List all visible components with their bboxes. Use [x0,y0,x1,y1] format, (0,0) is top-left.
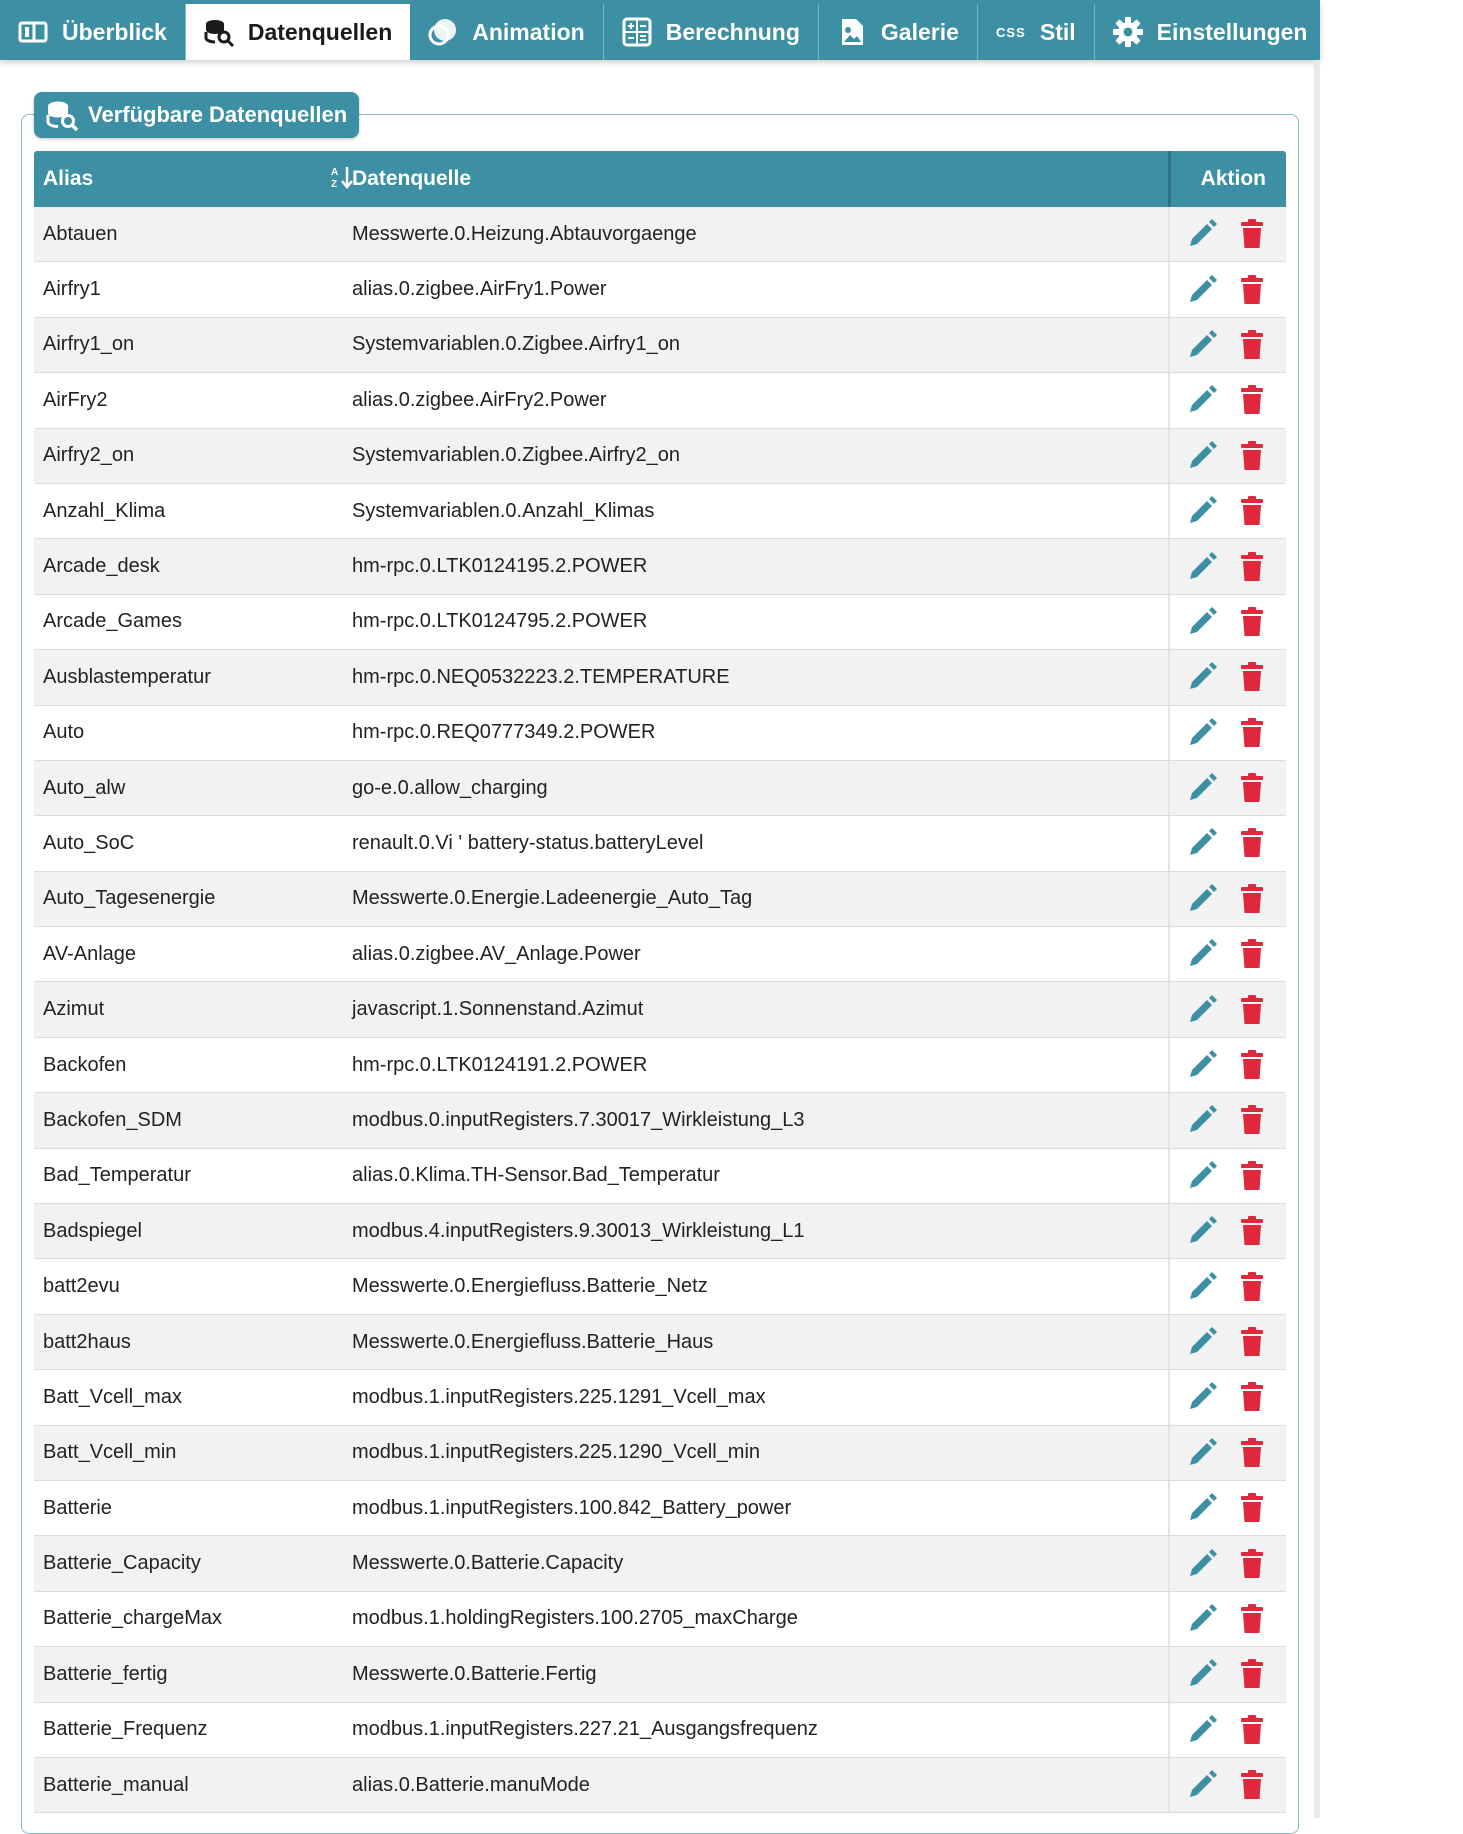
table-row [34,761,1286,816]
edit-button[interactable] [1184,881,1220,917]
calculator-icon [620,15,654,49]
delete-button[interactable] [1234,382,1270,418]
cell-aktion [1168,816,1286,870]
cell-alias: Badspiegel [43,1219,142,1242]
edit-button[interactable] [1184,1379,1220,1415]
cell-datenquelle: Messwerte.0.Batterie.Fertig [352,1662,597,1685]
delete-button[interactable] [1234,1269,1270,1305]
table-header [34,151,1286,207]
tab-galerie[interactable] [819,4,978,60]
cell-datenquelle: modbus.0.inputRegisters.7.30017_Wirkleistung_L3 [352,1108,805,1131]
edit-button[interactable] [1184,382,1220,418]
table-row [34,927,1286,982]
table-row [34,595,1286,650]
tab-label: Überblick [62,18,167,45]
table-row [34,318,1286,373]
cell-alias: Airfry1 [43,278,101,301]
delete-button[interactable] [1234,493,1270,529]
pencil-icon [1185,660,1219,694]
tab-label: Hilfe/ [1388,18,1445,45]
edit-button[interactable] [1184,604,1220,640]
cell-datenquelle: Messwerte.0.Energiefluss.Batterie_Netz [352,1275,708,1298]
cell-datenquelle: Systemvariablen.0.Anzahl_Klimas [352,499,655,522]
cell-aktion [1168,982,1286,1036]
panel-title [34,92,359,138]
cell-aktion [1168,706,1286,760]
table-body [34,207,1286,1813]
cell-aktion [1168,1592,1286,1646]
delete-button[interactable] [1234,1435,1270,1471]
cell-alias: batt2evu [43,1275,120,1298]
table-row [34,484,1286,539]
table-row [34,1592,1286,1647]
table-row [34,207,1286,262]
edit-button[interactable] [1184,493,1220,529]
edit-button[interactable] [1184,1656,1220,1692]
cell-aktion [1168,1315,1286,1369]
cell-alias: Bad_Temperatur [43,1164,191,1187]
pencil-icon [1185,383,1219,417]
edit-button[interactable] [1184,1102,1220,1138]
help-icon [1342,15,1376,49]
table-row [34,373,1286,428]
cell-alias: batt2haus [43,1330,131,1353]
gallery-icon [835,15,869,49]
cell-aktion [1168,1758,1286,1812]
trash-icon [1235,439,1269,473]
pencil-icon [1185,1768,1219,1802]
table-row [34,1647,1286,1702]
cell-aktion [1168,1647,1286,1701]
trash-icon [1235,826,1269,860]
pencil-icon [1185,937,1219,971]
edit-button[interactable] [1184,1490,1220,1526]
cell-datenquelle: go-e.0.allow_charging [352,776,548,799]
pencil-icon [1185,1103,1219,1137]
cell-datenquelle: Messwerte.0.Heizung.Abtauvorgaenge [352,222,697,245]
edit-button[interactable] [1184,659,1220,695]
cell-datenquelle: alias.0.zigbee.AirFry1.Power [352,278,607,301]
cell-datenquelle: Systemvariablen.0.Zigbee.Airfry2_on [352,444,680,467]
delete-button[interactable] [1234,825,1270,861]
trash-icon [1235,1436,1269,1470]
delete-button[interactable] [1234,1712,1270,1748]
trash-icon [1235,1103,1269,1137]
table-row [34,706,1286,761]
pencil-icon [1185,494,1219,528]
cell-alias: Auto [43,721,85,744]
pencil-icon [1185,1657,1219,1691]
pencil-icon [1185,439,1219,473]
cell-alias: AV-Anlage [43,942,137,965]
delete-button[interactable] [1234,1767,1270,1803]
cell-aktion [1168,207,1286,261]
trash-icon [1235,1214,1269,1248]
table-row [34,1481,1286,1536]
cell-datenquelle: modbus.1.inputRegisters.100.842_Battery_power [352,1496,792,1519]
cell-alias: Batterie_Frequenz [43,1718,208,1741]
trash-icon [1235,550,1269,584]
delete-button[interactable] [1234,272,1270,308]
table-row [34,1038,1286,1093]
trash-icon [1235,383,1269,417]
table-row [34,1426,1286,1481]
table-row [34,1536,1286,1591]
cell-alias: Auto_alw [43,776,126,799]
edit-button[interactable] [1184,1767,1220,1803]
tab-datenquellen[interactable] [186,4,410,60]
cell-alias: Auto_Tagesenergie [43,887,216,910]
trash-icon [1235,1768,1269,1802]
table-row [34,1149,1286,1204]
edit-button[interactable] [1184,327,1220,363]
trash-icon [1235,1602,1269,1636]
cell-aktion [1168,1703,1286,1757]
cell-aktion [1168,429,1286,483]
edit-button[interactable] [1184,936,1220,972]
cell-aktion [1168,373,1286,427]
sort-az-icon[interactable] [330,164,356,190]
trash-icon [1235,494,1269,528]
trash-icon [1235,1491,1269,1525]
cell-datenquelle: modbus.1.inputRegisters.225.1291_Vcell_max [352,1385,766,1408]
pencil-icon [1185,1491,1219,1525]
table-row [34,262,1286,317]
cell-alias: Arcade_desk [43,555,160,578]
trash-icon [1235,605,1269,639]
cell-datenquelle: Systemvariablen.0.Zigbee.Airfry1_on [352,333,680,356]
cell-alias: Batt_Vcell_min [43,1441,177,1464]
cell-aktion [1168,484,1286,538]
edit-button[interactable] [1184,1158,1220,1194]
trash-icon [1235,716,1269,750]
pencil-icon [1185,605,1219,639]
trash-icon [1235,1048,1269,1082]
delete-button[interactable] [1234,1379,1270,1415]
cell-aktion [1168,927,1286,981]
cell-alias: Backofen_SDM [43,1108,182,1131]
cell-datenquelle: renault.0.Vi ' battery-status.batteryLevel [352,831,704,854]
tab-stil[interactable] [978,4,1095,60]
gear-icon [1111,15,1145,49]
delete-button[interactable] [1234,1546,1270,1582]
edit-button[interactable] [1184,715,1220,751]
tab-animation[interactable] [410,4,603,60]
delete-button[interactable] [1234,1656,1270,1692]
edit-button[interactable] [1184,438,1220,474]
edit-button[interactable] [1184,825,1220,861]
cell-datenquelle: javascript.1.Sonnenstand.Azimut [352,998,644,1021]
edit-button[interactable] [1184,1712,1220,1748]
cell-alias: Airfry1_on [43,333,135,356]
cell-datenquelle: modbus.1.inputRegisters.227.21_Ausgangsfrequenz [352,1718,818,1741]
edit-button[interactable] [1184,1047,1220,1083]
edit-button[interactable] [1184,1324,1220,1360]
trash-icon [1235,660,1269,694]
datasource-search-icon [202,15,236,49]
cell-alias: Anzahl_Klima [43,499,166,522]
cell-datenquelle: alias.0.zigbee.AirFry2.Power [352,388,607,411]
pencil-icon [1185,1713,1219,1747]
trash-icon [1235,1547,1269,1581]
cell-aktion [1168,539,1286,593]
cell-aktion [1168,1370,1286,1424]
trash-icon [1235,937,1269,971]
delete-button[interactable] [1234,1324,1270,1360]
pencil-icon [1185,1547,1219,1581]
header-aktion: Aktion [1168,151,1286,207]
tab-label: Stil [1039,18,1076,45]
header-alias-label: Alias [43,167,94,190]
pencil-icon [1185,217,1219,251]
edit-button[interactable] [1184,992,1220,1028]
cell-datenquelle: Messwerte.0.Batterie.Capacity [352,1552,624,1575]
trash-icon [1235,1713,1269,1747]
delete-button[interactable] [1234,438,1270,474]
cell-alias: Auto_SoC [43,831,135,854]
cell-alias: Backofen [43,1053,127,1076]
trash-icon [1235,882,1269,916]
edit-button[interactable] [1184,1601,1220,1637]
table-row [34,1370,1286,1425]
cell-datenquelle: Messwerte.0.Energiefluss.Batterie_Haus [352,1330,714,1353]
edit-button[interactable] [1184,1546,1220,1582]
cell-alias: Batterie [43,1496,112,1519]
pencil-icon [1185,1270,1219,1304]
table-row [34,982,1286,1037]
trash-icon [1235,1380,1269,1414]
cell-alias: Batterie_Capacity [43,1552,201,1575]
tab-hilfe[interactable] [1326,4,1462,60]
cell-alias: AirFry2 [43,388,108,411]
tab-label: Berechnung [665,18,800,45]
edit-button[interactable] [1184,549,1220,585]
cell-datenquelle: hm-rpc.0.LTK0124795.2.POWER [352,610,648,633]
cell-datenquelle: alias.0.zigbee.AV_Anlage.Power [352,942,641,965]
tab-label: Animation [472,18,585,45]
delete-button[interactable] [1234,604,1270,640]
pencil-icon [1185,1048,1219,1082]
cell-aktion [1168,1481,1286,1535]
table-row [34,816,1286,871]
cell-datenquelle: hm-rpc.0.LTK0124195.2.POWER [352,555,648,578]
scrollbar[interactable] [1314,60,1320,1818]
cell-aktion [1168,761,1286,815]
cell-aktion [1168,1093,1286,1147]
cell-aktion [1168,1536,1286,1590]
edit-button[interactable] [1184,272,1220,308]
edit-button[interactable] [1184,1269,1220,1305]
datasource-table [34,151,1286,1813]
animation-icon [426,15,460,49]
trash-icon [1235,771,1269,805]
edit-button[interactable] [1184,770,1220,806]
delete-button[interactable] [1234,992,1270,1028]
datasource-search-icon [44,97,80,133]
trash-icon [1235,273,1269,307]
pencil-icon [1185,1436,1219,1470]
svg-text:A: A [331,167,339,178]
tab-bar [0,0,1445,60]
delete-button[interactable] [1234,1102,1270,1138]
tab-berechnung[interactable] [604,4,819,60]
table-row [34,429,1286,484]
table-row [34,1703,1286,1758]
cell-datenquelle: Messwerte.0.Energie.Ladeenergie_Auto_Tag [352,887,753,910]
cell-aktion [1168,1204,1286,1258]
tab-einstellungen[interactable] [1095,4,1327,60]
cell-alias: Batterie_manual [43,1773,189,1796]
cell-aktion [1168,650,1286,704]
pencil-icon [1185,328,1219,362]
cell-datenquelle: alias.0.Klima.TH-Sensor.Bad_Temperatur [352,1164,720,1187]
cell-alias: Azimut [43,998,105,1021]
cell-aktion [1168,262,1286,316]
trash-icon [1235,1325,1269,1359]
pencil-icon [1185,1380,1219,1414]
cell-aktion [1168,872,1286,926]
cell-aktion [1168,1259,1286,1313]
pencil-icon [1185,771,1219,805]
pencil-icon [1185,882,1219,916]
overview-icon [16,15,50,49]
pencil-icon [1185,1325,1219,1359]
table-row [34,1758,1286,1813]
pencil-icon [1185,273,1219,307]
delete-button[interactable] [1234,770,1270,806]
cell-alias: Batterie_fertig [43,1662,168,1685]
table-row [34,650,1286,705]
cell-aktion [1168,1149,1286,1203]
delete-button[interactable] [1234,1047,1270,1083]
cell-alias: Batt_Vcell_max [43,1385,182,1408]
edit-button[interactable] [1184,216,1220,252]
delete-button[interactable] [1234,1213,1270,1249]
header-datenquelle: Datenquelle [352,167,472,190]
tab-label: Einstellungen [1156,18,1308,45]
delete-button[interactable] [1234,549,1270,585]
cell-aktion [1168,1426,1286,1480]
cell-datenquelle: alias.0.Batterie.manuMode [352,1773,590,1796]
cell-alias: Abtauen [43,222,118,245]
svg-text:Z: Z [331,179,338,190]
cell-datenquelle: modbus.1.holdingRegisters.100.2705_maxCharge [352,1607,798,1630]
cell-aktion [1168,595,1286,649]
delete-button[interactable] [1234,327,1270,363]
tab-ueberblick[interactable] [0,4,186,60]
cell-datenquelle: modbus.1.inputRegisters.225.1290_Vcell_min [352,1441,761,1464]
trash-icon [1235,217,1269,251]
header-alias[interactable] [34,167,352,191]
trash-icon [1235,1270,1269,1304]
cell-datenquelle: hm-rpc.0.LTK0124191.2.POWER [352,1053,648,1076]
edit-button[interactable] [1184,1435,1220,1471]
tab-label: Galerie [880,18,959,45]
pencil-icon [1185,993,1219,1027]
table-row [34,872,1286,927]
delete-button[interactable] [1234,936,1270,972]
table-row [34,539,1286,594]
delete-button[interactable] [1234,216,1270,252]
pencil-icon [1185,550,1219,584]
pencil-icon [1185,716,1219,750]
trash-icon [1235,1159,1269,1193]
pencil-icon [1185,1159,1219,1193]
table-row [34,1204,1286,1259]
pencil-icon [1185,1602,1219,1636]
trash-icon [1235,1657,1269,1691]
cell-alias: Ausblastemperatur [43,665,211,688]
cell-alias: Arcade_Games [43,610,182,633]
tab-label: Datenquellen [247,18,393,45]
table-row [34,1315,1286,1370]
trash-icon [1235,328,1269,362]
trash-icon [1235,993,1269,1027]
cell-alias: Batterie_chargeMax [43,1607,222,1630]
cell-aktion [1168,318,1286,372]
panel-title-text: Verfügbare Datenquellen [88,102,348,127]
edit-button[interactable] [1184,1213,1220,1249]
css-icon: CSS [996,24,1026,40]
cell-aktion [1168,1038,1286,1092]
table-row [34,1259,1286,1314]
delete-button[interactable] [1234,1490,1270,1526]
cell-alias: Airfry2_on [43,444,135,467]
cell-datenquelle: modbus.4.inputRegisters.9.30013_Wirkleistung_L1 [352,1219,805,1242]
cell-datenquelle: hm-rpc.0.NEQ0532223.2.TEMPERATURE [352,665,730,688]
delete-button[interactable] [1234,1601,1270,1637]
delete-button[interactable] [1234,659,1270,695]
cell-datenquelle: hm-rpc.0.REQ0777349.2.POWER [352,721,656,744]
pencil-icon [1185,1214,1219,1248]
table-row [34,1093,1286,1148]
delete-button[interactable] [1234,1158,1270,1194]
delete-button[interactable] [1234,881,1270,917]
delete-button[interactable] [1234,715,1270,751]
pencil-icon [1185,826,1219,860]
